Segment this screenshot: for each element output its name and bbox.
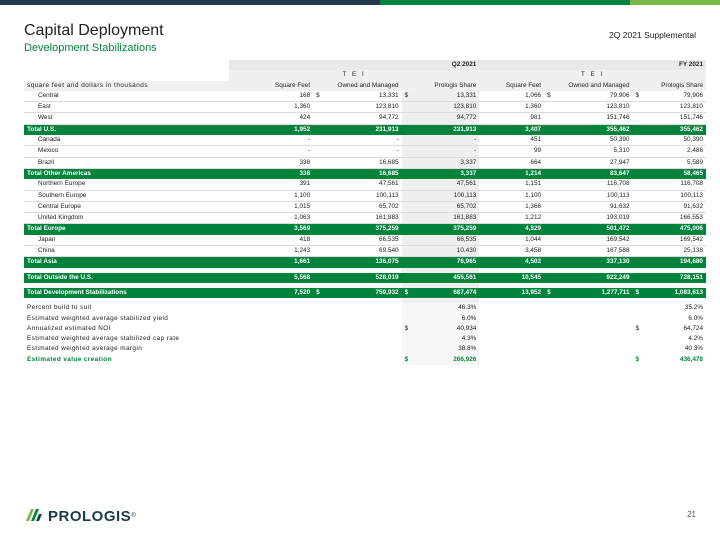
cell-fy-share-currency — [633, 235, 646, 246]
metric-q2-currency — [402, 314, 415, 324]
cell-q2-sqft: 338 — [229, 168, 313, 179]
cell-fy-sqft: 3,407 — [479, 124, 544, 135]
cell-fy-share-currency — [633, 124, 646, 135]
table-row — [24, 190, 706, 201]
cell-q2-share: 123,810 — [415, 102, 480, 113]
cell-q2-owned-currency — [313, 213, 326, 224]
metric-label: Estimated weighted average stabilized yield — [27, 314, 169, 322]
metric-spacer — [479, 344, 632, 354]
cell-fy-share: 79,906 — [645, 91, 706, 102]
row-label: Total Other Americas — [24, 168, 229, 179]
metric-q2-value: 46.3% — [415, 303, 480, 313]
row-label: Total Asia — [24, 257, 229, 268]
cell-q2-share: 687,474 — [415, 288, 480, 298]
cell-fy-owned-currency — [544, 146, 557, 157]
cell-q2-sqft: 1,063 — [229, 213, 313, 224]
cell-fy-share: 1,083,613 — [645, 288, 706, 298]
cell-q2-owned-currency: $ — [313, 288, 326, 298]
cell-fy-sqft: 1,066 — [479, 91, 544, 102]
cell-fy-owned-currency — [544, 157, 557, 168]
cell-fy-owned: 50,390 — [557, 135, 633, 146]
cell-q2-share: - — [415, 135, 480, 146]
cell-q2-share: 455,561 — [415, 273, 480, 283]
cell-fy-sqft: 664 — [479, 157, 544, 168]
cell-fy-owned-currency — [544, 190, 557, 201]
table-row — [24, 213, 706, 224]
cell-fy-share: 50,390 — [645, 135, 706, 146]
cell-fy-owned-currency — [544, 273, 557, 283]
page-title: Capital Deployment — [24, 22, 164, 39]
cell-fy-owned-currency — [544, 224, 557, 235]
cell-q2-owned-currency — [313, 157, 326, 168]
cell-q2-share-currency — [402, 257, 415, 268]
cell-fy-sqft: 1,151 — [479, 179, 544, 190]
metric-spacer — [479, 303, 632, 313]
table-row — [24, 91, 706, 102]
row-label: Total Development Stabilizations — [24, 288, 229, 298]
cell-q2-owned-currency — [313, 113, 326, 124]
period-header-q2: Q2 2021 — [229, 60, 479, 70]
cell-q2-share: 3,337 — [415, 157, 480, 168]
cell-fy-share: 5,589 — [645, 157, 706, 168]
metric-row — [24, 324, 706, 334]
cell-q2-share: 231,913 — [415, 124, 480, 135]
cell-fy-sqft: 10,545 — [479, 273, 544, 283]
cell-q2-owned-currency — [313, 179, 326, 190]
cell-fy-share: 2,486 — [645, 146, 706, 157]
cell-q2-sqft: 391 — [229, 179, 313, 190]
prologis-logo-icon — [22, 505, 44, 527]
cell-q2-owned: 69,540 — [326, 246, 402, 257]
row-label: Brazil — [24, 157, 229, 168]
metric-fy-value: 35.2% — [684, 304, 703, 312]
cell-q2-sqft: 1,243 — [229, 246, 313, 257]
metric-q2-currency — [402, 334, 415, 344]
metric-row — [24, 314, 706, 324]
metric-spacer — [479, 324, 632, 334]
metric-fy-currency — [633, 344, 646, 354]
group-header-row — [24, 70, 706, 80]
table-row — [24, 246, 706, 257]
cell-fy-owned: 123,810 — [557, 102, 633, 113]
cell-fy-share: 194,680 — [645, 257, 706, 268]
page-subtitle: Development Stabilizations — [24, 42, 157, 54]
metric-fy-value: 6.0% — [688, 314, 703, 322]
metric-fy-value: 64,724 — [683, 324, 703, 332]
row-label: Japan — [24, 235, 229, 246]
cell-fy-sqft: 1,212 — [479, 213, 544, 224]
cell-fy-share: 91,632 — [645, 201, 706, 212]
cell-fy-owned-currency — [544, 113, 557, 124]
row-label: Total Europe — [24, 224, 229, 235]
cell-fy-owned-currency — [544, 124, 557, 135]
cell-fy-owned-currency: $ — [544, 288, 557, 298]
cell-q2-share-currency — [402, 201, 415, 212]
cell-fy-share-currency — [633, 224, 646, 235]
top-bar-green — [380, 0, 630, 5]
cell-fy-owned-currency — [544, 246, 557, 257]
metric-row — [24, 355, 706, 365]
cell-q2-owned: 94,772 — [326, 113, 402, 124]
cell-fy-owned-currency — [544, 201, 557, 212]
cell-q2-share-currency — [402, 168, 415, 179]
cell-q2-sqft: 3,569 — [229, 224, 313, 235]
cell-fy-share-currency — [633, 146, 646, 157]
cell-fy-sqft: 1,360 — [479, 102, 544, 113]
cell-fy-sqft: 1,100 — [479, 190, 544, 201]
cell-fy-owned: 169,542 — [557, 235, 633, 246]
row-label: West — [24, 113, 229, 124]
row-label: Total U.S. — [24, 124, 229, 135]
prologis-logo-mark: ® — [131, 513, 136, 519]
cell-fy-sqft: 1,214 — [479, 168, 544, 179]
metric-q2-currency — [402, 303, 415, 313]
cell-q2-share-currency — [402, 235, 415, 246]
metric-label: Estimated value creation — [27, 355, 112, 363]
cell-fy-share-currency: $ — [633, 91, 646, 102]
col-header-q2-owned: Owned and Managed — [313, 81, 401, 91]
metric-fy-currency: $ — [635, 324, 640, 332]
cell-q2-owned: 47,561 — [326, 179, 402, 190]
row-label: Central — [24, 91, 229, 102]
cell-q2-owned: 65,702 — [326, 201, 402, 212]
metric-row — [24, 303, 706, 313]
cell-fy-owned: 167,588 — [557, 246, 633, 257]
cell-q2-share-currency — [402, 113, 415, 124]
metric-q2-value: 266,926 — [415, 355, 480, 365]
cell-q2-sqft: - — [229, 135, 313, 146]
cell-fy-share-currency — [633, 213, 646, 224]
metric-q2-currency: $ — [402, 324, 415, 334]
row-label: Canada — [24, 135, 229, 146]
cell-fy-owned: 116,708 — [557, 179, 633, 190]
cell-fy-owned: 100,113 — [557, 190, 633, 201]
top-bar-lightgreen — [630, 0, 720, 5]
metric-q2-value: 6.0% — [415, 314, 480, 324]
cell-fy-owned: 355,462 — [557, 124, 633, 135]
col-header-fy-owned: Owned and Managed — [544, 81, 632, 91]
cell-fy-owned-currency — [544, 102, 557, 113]
table-row — [24, 146, 706, 157]
cell-fy-sqft: 99 — [479, 146, 544, 157]
cell-q2-sqft: - — [229, 146, 313, 157]
cell-fy-sqft: 13,952 — [479, 288, 544, 298]
page-number: 21 — [687, 510, 696, 519]
table-row — [24, 157, 706, 168]
prologis-logo-text: PROLOGIS — [48, 507, 132, 525]
row-label: Central Europe — [24, 201, 229, 212]
period-header-row — [24, 60, 706, 70]
cell-q2-share-currency — [402, 190, 415, 201]
cell-fy-share: 123,810 — [645, 102, 706, 113]
cell-q2-owned-currency — [313, 246, 326, 257]
table-row — [24, 235, 706, 246]
cell-q2-owned: 231,913 — [326, 124, 402, 135]
cell-q2-owned-currency: $ — [313, 91, 326, 102]
cell-fy-owned-currency — [544, 179, 557, 190]
cell-fy-share-currency — [633, 179, 646, 190]
cell-q2-owned: - — [326, 135, 402, 146]
cell-q2-owned-currency — [313, 146, 326, 157]
cell-fy-share: 116,708 — [645, 179, 706, 190]
cell-q2-owned-currency — [313, 135, 326, 146]
total-row — [24, 257, 706, 268]
cell-q2-owned: 66,535 — [326, 235, 402, 246]
cell-fy-owned: 79,906 — [557, 91, 633, 102]
metric-spacer — [479, 334, 632, 344]
cell-fy-owned: 83,647 — [557, 168, 633, 179]
cell-q2-share: 161,883 — [415, 213, 480, 224]
cell-fy-owned: 27,947 — [557, 157, 633, 168]
metric-q2-currency: $ — [402, 355, 415, 365]
cell-q2-owned: - — [326, 146, 402, 157]
cell-q2-owned: 759,932 — [326, 288, 402, 298]
cell-q2-owned-currency — [313, 235, 326, 246]
metric-q2-value: 38.8% — [415, 344, 480, 354]
table-row — [24, 113, 706, 124]
cell-fy-sqft: 4,829 — [479, 224, 544, 235]
cell-fy-share-currency: $ — [633, 288, 646, 298]
top-bar-navy — [0, 0, 380, 5]
cell-q2-sqft: 424 — [229, 113, 313, 124]
cell-q2-sqft: 168 — [229, 91, 313, 102]
cell-fy-share: 169,542 — [645, 235, 706, 246]
cell-q2-share: 47,561 — [415, 179, 480, 190]
metric-label: Estimated weighted average stabilized cap rate — [27, 335, 180, 343]
metric-fy-currency — [633, 314, 646, 324]
table-row — [24, 179, 706, 190]
cell-fy-share-currency — [633, 113, 646, 124]
top-accent-bar — [0, 0, 720, 5]
metric-q2-currency — [402, 344, 415, 354]
metric-label: Percent build to suit — [27, 304, 92, 312]
cell-fy-share: 151,746 — [645, 113, 706, 124]
cell-fy-sqft: 4,502 — [479, 257, 544, 268]
cell-fy-owned: 501,472 — [557, 224, 633, 235]
metric-q2-value: 40,934 — [415, 324, 480, 334]
prologis-logo — [22, 505, 136, 527]
cell-fy-share-currency — [633, 168, 646, 179]
cell-q2-owned: 16,685 — [326, 168, 402, 179]
row-label: East — [24, 102, 229, 113]
cell-q2-owned-currency — [313, 102, 326, 113]
row-label: Total Outside the U.S. — [24, 273, 229, 283]
cell-q2-sqft: 1,100 — [229, 190, 313, 201]
cell-fy-sqft: 1,044 — [479, 235, 544, 246]
cell-q2-owned: 123,810 — [326, 102, 402, 113]
cell-q2-sqft: 338 — [229, 157, 313, 168]
cell-q2-sqft: 1,952 — [229, 124, 313, 135]
metric-fy-currency: $ — [635, 355, 640, 363]
column-header-row — [24, 81, 706, 91]
total-row — [24, 168, 706, 179]
total-row — [24, 124, 706, 135]
cell-fy-share: 166,553 — [645, 213, 706, 224]
metric-label: Annualized estimated NOI — [27, 324, 111, 332]
cell-q2-owned-currency — [313, 273, 326, 283]
cell-q2-share: 76,965 — [415, 257, 480, 268]
col-header-fy-share: Prologis Share — [633, 81, 706, 91]
total-row — [24, 273, 706, 283]
cell-fy-owned: 337,130 — [557, 257, 633, 268]
metric-fy-value: 40.3% — [684, 345, 703, 353]
cell-fy-share: 728,151 — [645, 273, 706, 283]
cell-fy-sqft: 451 — [479, 135, 544, 146]
metric-fy-value: 4.2% — [688, 335, 703, 343]
cell-fy-share-currency — [633, 102, 646, 113]
cell-fy-owned: 5,310 — [557, 146, 633, 157]
metric-spacer — [479, 314, 632, 324]
period-header-fy: FY 2021 — [479, 60, 706, 70]
units-label: square feet and dollars in thousands — [24, 81, 229, 91]
cell-fy-owned-currency — [544, 135, 557, 146]
cell-q2-share: 100,113 — [415, 190, 480, 201]
cell-q2-owned: 13,331 — [326, 91, 402, 102]
cell-q2-owned-currency — [313, 168, 326, 179]
metric-spacer — [479, 355, 632, 365]
cell-q2-share: - — [415, 146, 480, 157]
cell-q2-share-currency — [402, 102, 415, 113]
cell-q2-share-currency — [402, 179, 415, 190]
cell-q2-share: 94,772 — [415, 113, 480, 124]
cell-q2-share: 66,535 — [415, 235, 480, 246]
cell-fy-share: 25,138 — [645, 246, 706, 257]
cell-q2-sqft: 7,520 — [229, 288, 313, 298]
metric-row — [24, 334, 706, 344]
cell-fy-owned-currency — [544, 213, 557, 224]
cell-q2-share-currency — [402, 224, 415, 235]
cell-q2-share-currency: $ — [402, 91, 415, 102]
metric-q2-value: 4.3% — [415, 334, 480, 344]
cell-fy-share-currency — [633, 190, 646, 201]
cell-q2-sqft: 418 — [229, 235, 313, 246]
cell-fy-owned-currency — [544, 235, 557, 246]
cell-fy-sqft: 3,458 — [479, 246, 544, 257]
total-row — [24, 288, 706, 298]
cell-q2-share-currency — [402, 135, 415, 146]
cell-q2-share: 13,331 — [415, 91, 480, 102]
cell-fy-share-currency — [633, 135, 646, 146]
row-label: Northern Europe — [24, 179, 229, 190]
group-header-fy: T E I — [479, 70, 706, 80]
cell-fy-share: 475,006 — [645, 224, 706, 235]
cell-q2-share-currency — [402, 146, 415, 157]
table-row — [24, 135, 706, 146]
cell-fy-owned-currency — [544, 168, 557, 179]
cell-q2-share-currency — [402, 124, 415, 135]
cell-fy-sqft: 1,366 — [479, 201, 544, 212]
cell-q2-owned: 100,113 — [326, 190, 402, 201]
row-label: Southern Europe — [24, 190, 229, 201]
cell-q2-owned: 375,259 — [326, 224, 402, 235]
cell-fy-owned: 91,632 — [557, 201, 633, 212]
cell-fy-owned: 1,277,711 — [557, 288, 633, 298]
cell-fy-owned: 151,746 — [557, 113, 633, 124]
metric-fy-currency — [633, 303, 646, 313]
cell-q2-sqft: 1,015 — [229, 201, 313, 212]
supplemental-label: 2Q 2021 Supplemental — [609, 30, 696, 40]
cell-q2-owned: 16,685 — [326, 157, 402, 168]
table-row — [24, 102, 706, 113]
cell-q2-owned-currency — [313, 190, 326, 201]
row-label: United Kingdom — [24, 213, 229, 224]
cell-q2-sqft: 1,661 — [229, 257, 313, 268]
metric-fy-value: 436,478 — [679, 355, 703, 363]
cell-q2-share: 10,430 — [415, 246, 480, 257]
total-row — [24, 224, 706, 235]
cell-q2-owned: 136,075 — [326, 257, 402, 268]
period-header-spacer — [24, 60, 229, 70]
cell-fy-share-currency — [633, 273, 646, 283]
col-header-fy-sqft: Square Feet — [479, 81, 544, 91]
col-header-q2-share: Prologis Share — [402, 81, 480, 91]
cell-fy-owned: 922,249 — [557, 273, 633, 283]
cell-q2-share-currency — [402, 246, 415, 257]
cell-fy-share: 100,113 — [645, 190, 706, 201]
cell-fy-owned: 193,019 — [557, 213, 633, 224]
row-label: Mexico — [24, 146, 229, 157]
cell-q2-sqft: 5,568 — [229, 273, 313, 283]
cell-fy-share: 355,462 — [645, 124, 706, 135]
group-header-q2: T E I — [229, 70, 479, 80]
cell-q2-owned-currency — [313, 124, 326, 135]
group-header-spacer — [24, 70, 229, 80]
metric-label: Estimated weighted average margin — [27, 345, 143, 353]
cell-fy-share-currency — [633, 157, 646, 168]
cell-fy-owned-currency: $ — [544, 91, 557, 102]
cell-q2-share-currency — [402, 213, 415, 224]
cell-q2-share: 375,259 — [415, 224, 480, 235]
row-label: China — [24, 246, 229, 257]
cell-q2-owned: 161,883 — [326, 213, 402, 224]
cell-q2-owned: 528,019 — [326, 273, 402, 283]
cell-q2-owned-currency — [313, 224, 326, 235]
metric-row — [24, 344, 706, 354]
cell-fy-share-currency — [633, 246, 646, 257]
stabilizations-table — [24, 60, 706, 365]
cell-q2-owned-currency — [313, 201, 326, 212]
cell-q2-share-currency — [402, 157, 415, 168]
cell-fy-share: 58,465 — [645, 168, 706, 179]
cell-fy-sqft: 981 — [479, 113, 544, 124]
cell-q2-share-currency — [402, 273, 415, 283]
col-header-q2-sqft: Square Feet — [229, 81, 313, 91]
table-row — [24, 201, 706, 212]
cell-q2-share-currency: $ — [402, 288, 415, 298]
cell-q2-share: 65,702 — [415, 201, 480, 212]
cell-q2-owned-currency — [313, 257, 326, 268]
cell-q2-share: 3,337 — [415, 168, 480, 179]
cell-fy-share-currency — [633, 201, 646, 212]
cell-fy-owned-currency — [544, 257, 557, 268]
metric-fy-currency — [633, 334, 646, 344]
cell-fy-share-currency — [633, 257, 646, 268]
stabilizations-table-container — [24, 60, 706, 365]
cell-q2-sqft: 1,360 — [229, 102, 313, 113]
